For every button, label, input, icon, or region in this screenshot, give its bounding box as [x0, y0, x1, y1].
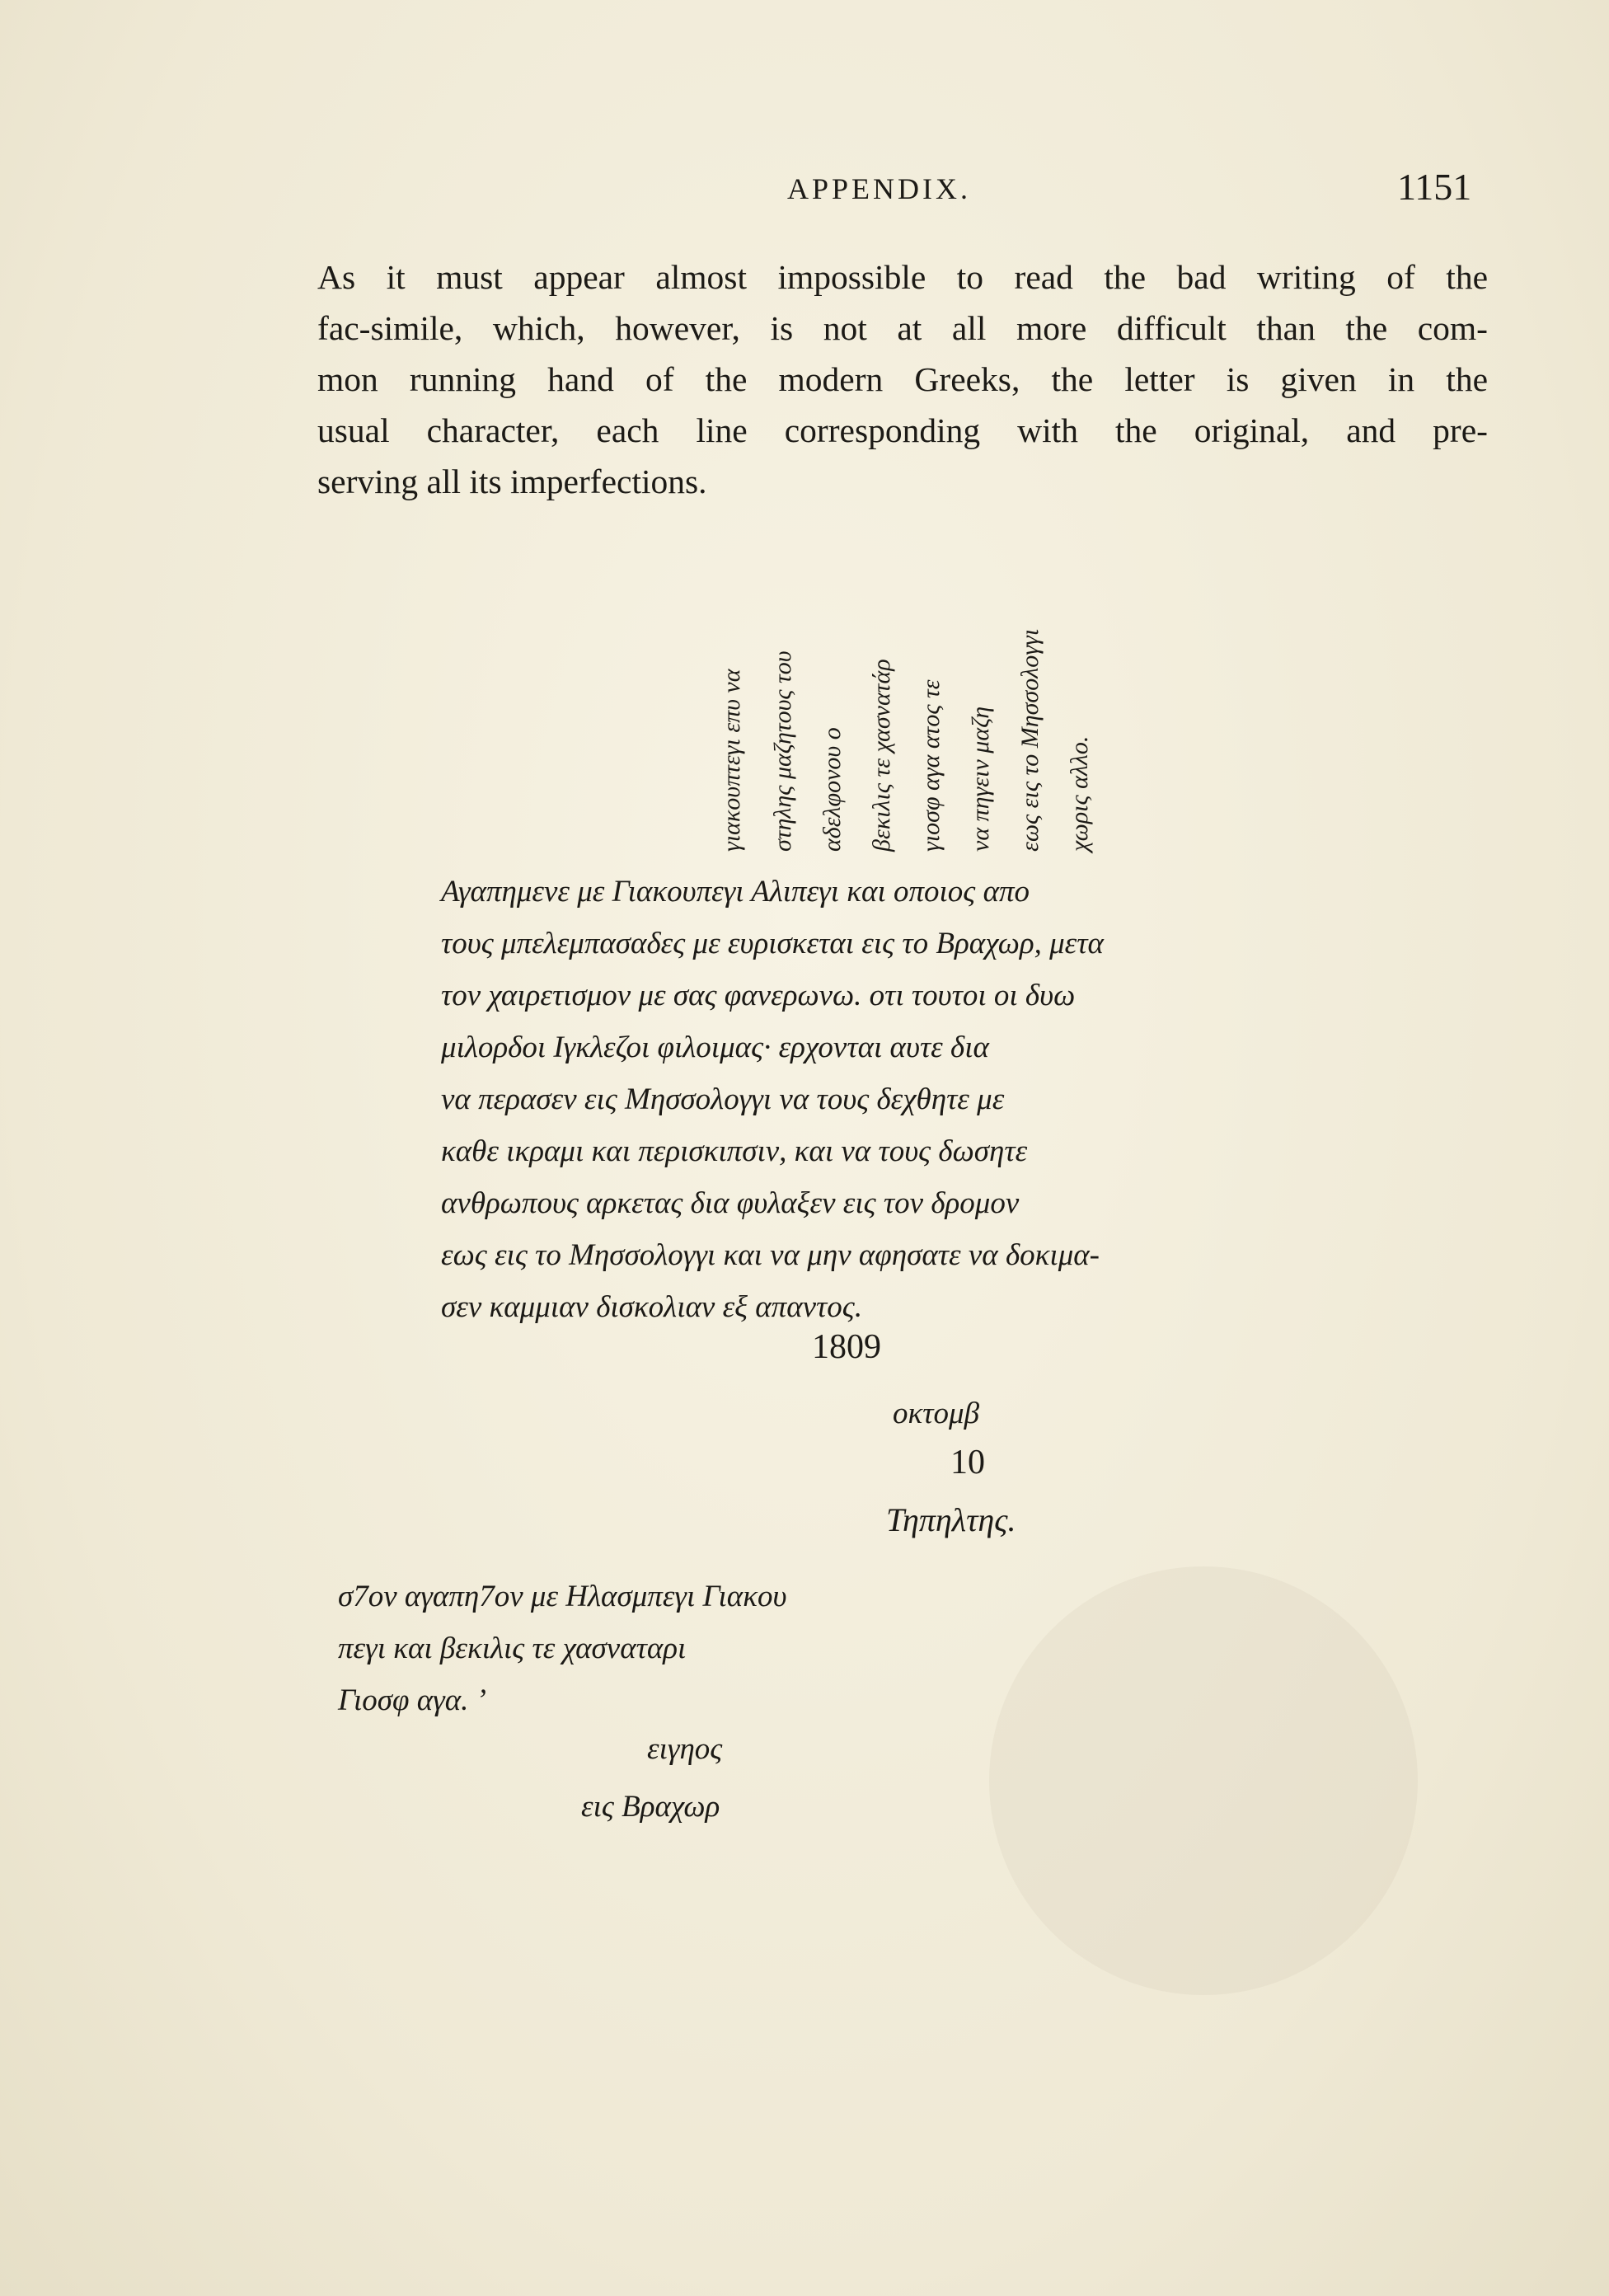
letter-line: ανθρωπους αρκετας δια φυλαξεν εις τον δρομον: [441, 1186, 1020, 1220]
letter-line: μιλορδοι Ιγκλεζοι φιλοιμας· ερχονται αυτε δια: [441, 1031, 989, 1064]
letter-line: Αγαπημενε με Γιακουπεγι Αλιπεγι και οποιος απο: [441, 875, 1030, 909]
signature: Τηπηλτης.: [886, 1501, 1016, 1538]
margin-line: βεκιλις τε χασνατάρ: [868, 659, 895, 852]
letter-line: τους μπελεμπασαδες με ευρισκεται εις το Βραχωρ, μετα: [441, 927, 1104, 960]
address-line: ειγηος: [647, 1732, 723, 1766]
page-number: 1151: [1397, 166, 1472, 208]
intro-line: usual character, each line corresponding with the original, and pre-: [317, 411, 1488, 449]
running-title: APPENDIX.: [787, 172, 972, 205]
letter-line: σεν καμμιαν δισκολιαν εξ απαντος.: [441, 1290, 863, 1324]
address-line: εις Βραχωρ: [581, 1790, 720, 1824]
margin-line: εως εις το Μησσολογγι: [1016, 628, 1044, 852]
address-line: πεγι και βεκιλις τε χασναταρι: [338, 1632, 687, 1665]
date-day: 10: [950, 1444, 985, 1481]
margin-line: αδελφονου ο: [819, 727, 846, 852]
margin-line: να πηγειν μαζη: [967, 706, 994, 852]
intro-line: As it must appear almost impossible to read the bad writing of the: [317, 258, 1488, 296]
bleed-through-stain: [989, 1566, 1418, 1995]
letter-line: να περασεν εις Μησσολογγι να τους δεχθητε με: [441, 1082, 1005, 1116]
intro-line: mon running hand of the modern Greeks, the letter is given in the: [317, 360, 1488, 398]
letter-line: καθε ικραμι και περισκιπσιν, και να τους δωσητε: [441, 1134, 1028, 1168]
intro-line: fac-simile, which, however, is not at all more difficult than the com-: [317, 309, 1488, 347]
address-line: Γιοσφ αγα. ’: [338, 1683, 486, 1717]
margin-line: γιακουπτεγι επυ να: [718, 669, 745, 852]
intro-line: serving all its imperfections.: [317, 462, 707, 500]
margin-line: γιοσφ αγα ατος τε: [917, 679, 945, 852]
intro-paragraph: [317, 251, 1488, 507]
letter-line: τον χαιρετισμον με σας φανερωνω. οτι τουτοι οι δυω: [441, 979, 1076, 1012]
letter-line: εως εις το Μησσολογγι και να μην αφησατε να δοκιμα-: [441, 1238, 1100, 1272]
address-line: σ7ον αγαπη7ον με Ηλασμπεγι Γιακου: [338, 1580, 787, 1613]
date-month: οκτομβ: [893, 1397, 980, 1430]
margin-line: στηλης μαζητους του: [769, 650, 796, 852]
date-year: 1809: [812, 1328, 881, 1366]
margin-line: χωρις αλλο.: [1066, 735, 1093, 852]
